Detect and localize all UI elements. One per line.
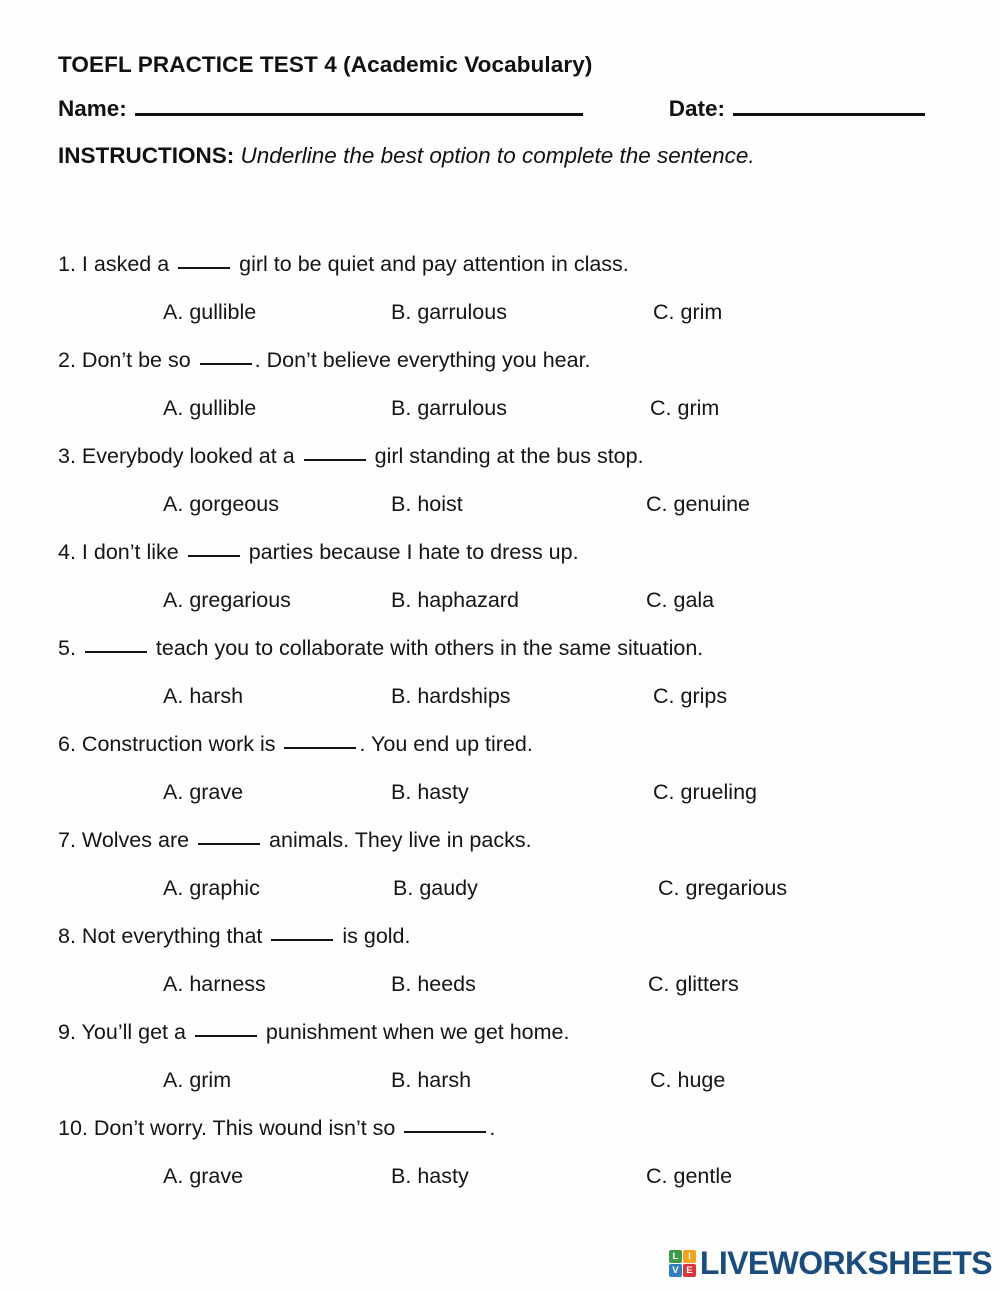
- question-options: [58, 394, 958, 424]
- option-label: A.: [163, 492, 184, 516]
- option-b[interactable]: [391, 1066, 471, 1094]
- option-b[interactable]: [393, 874, 478, 902]
- question-block: [58, 634, 958, 730]
- answer-blank[interactable]: [188, 555, 240, 557]
- option-label: A.: [163, 300, 184, 324]
- option-label: A.: [163, 1164, 184, 1188]
- question-options: [58, 490, 958, 520]
- question-number: 10.: [58, 1116, 88, 1140]
- option-label: A.: [163, 396, 184, 420]
- option-a[interactable]: [163, 1162, 243, 1190]
- question-options: [58, 874, 958, 904]
- option-label: B.: [391, 300, 412, 324]
- option-label: C.: [658, 876, 680, 900]
- option-text: grim: [677, 396, 720, 420]
- option-a[interactable]: [163, 394, 256, 422]
- option-label: B.: [391, 972, 412, 996]
- question-number: 4.: [58, 540, 76, 564]
- option-label: C.: [653, 780, 675, 804]
- option-label: C.: [646, 492, 668, 516]
- option-label: A.: [163, 876, 184, 900]
- question-block: [58, 826, 958, 922]
- option-text: heeds: [417, 972, 476, 996]
- option-a[interactable]: [163, 778, 243, 806]
- option-a[interactable]: [163, 874, 260, 902]
- option-c[interactable]: [650, 1066, 725, 1094]
- question-block: [58, 538, 958, 634]
- question-text-after-blank: animals. They live in packs.: [269, 828, 532, 852]
- question-text-before-blank: Wolves are: [81, 828, 190, 852]
- liveworksheets-logo-mark-icon: [669, 1250, 696, 1277]
- option-label: C.: [646, 1164, 668, 1188]
- option-label: B.: [391, 684, 412, 708]
- question-text-before-blank: Construction work is: [81, 732, 276, 756]
- question-options: [58, 682, 958, 712]
- option-label: A.: [163, 1068, 184, 1092]
- option-text: gullible: [189, 396, 257, 420]
- option-a[interactable]: [163, 298, 256, 326]
- question-number: 1.: [58, 252, 76, 276]
- question-text-after-blank: is gold.: [342, 924, 411, 948]
- instructions-row: [58, 141, 948, 171]
- question-prompt: [58, 442, 644, 470]
- option-text: grave: [189, 1164, 244, 1188]
- question-options: [58, 778, 958, 808]
- question-prompt: [58, 538, 579, 566]
- option-label: A.: [163, 780, 184, 804]
- answer-blank[interactable]: [284, 747, 356, 749]
- date-input-line[interactable]: [733, 98, 925, 116]
- option-text: genuine: [673, 492, 751, 516]
- page-title: TOEFL PRACTICE TEST 4 (Academic Vocabulary): [58, 52, 593, 77]
- question-prompt: [58, 250, 629, 278]
- liveworksheets-wordmark: LIVEWORKSHEETS: [699, 1245, 992, 1281]
- question-text-before-blank: I asked a: [81, 252, 170, 276]
- option-b[interactable]: [391, 682, 511, 710]
- option-b[interactable]: [391, 298, 507, 326]
- question-prompt: [58, 346, 591, 374]
- question-number: 6.: [58, 732, 76, 756]
- name-label: Name:: [58, 96, 127, 121]
- option-c[interactable]: [648, 970, 739, 998]
- question-number: 8.: [58, 924, 76, 948]
- option-label: C.: [646, 588, 668, 612]
- option-label: C.: [650, 396, 672, 420]
- question-prompt: [58, 1114, 495, 1142]
- option-label: B.: [391, 780, 412, 804]
- question-prompt: [58, 730, 533, 758]
- logo-tile-l: L: [669, 1250, 682, 1263]
- question-text-after-blank: parties because I hate to dress up.: [248, 540, 579, 564]
- question-options: [58, 586, 958, 616]
- option-text: graphic: [189, 876, 260, 900]
- name-input-line[interactable]: [135, 98, 583, 116]
- question-text-before-blank: Not everything that: [81, 924, 263, 948]
- option-label: C.: [653, 300, 675, 324]
- name-date-row: [58, 94, 948, 124]
- questions-list: [58, 250, 958, 1210]
- question-block: [58, 1018, 958, 1114]
- option-b[interactable]: [391, 586, 519, 614]
- option-text: grim: [680, 300, 723, 324]
- option-b[interactable]: [391, 970, 476, 998]
- option-c[interactable]: [653, 778, 757, 806]
- option-text: grueling: [680, 780, 757, 804]
- option-label: A.: [163, 684, 184, 708]
- answer-blank[interactable]: [304, 459, 366, 461]
- option-text: hasty: [417, 780, 469, 804]
- option-c[interactable]: [646, 490, 750, 518]
- question-number: 3.: [58, 444, 76, 468]
- answer-blank[interactable]: [178, 267, 230, 269]
- option-label: B.: [391, 396, 412, 420]
- option-b[interactable]: [391, 1162, 469, 1190]
- question-text-after-blank: . Don’t believe everything you hear.: [254, 348, 591, 372]
- question-text-after-blank: punishment when we get home.: [265, 1020, 570, 1044]
- option-text: hasty: [417, 1164, 469, 1188]
- option-text: hoist: [417, 492, 463, 516]
- option-label: B.: [391, 492, 412, 516]
- question-block: [58, 250, 958, 346]
- question-options: [58, 298, 958, 328]
- option-text: gaudy: [419, 876, 478, 900]
- option-label: B.: [393, 876, 414, 900]
- option-text: harsh: [417, 1068, 472, 1092]
- option-c[interactable]: [653, 682, 727, 710]
- question-text-after-blank: girl standing at the bus stop.: [374, 444, 644, 468]
- option-a[interactable]: [163, 682, 243, 710]
- question-text-after-blank: .: [489, 1116, 496, 1140]
- option-c[interactable]: [646, 586, 714, 614]
- question-text-after-blank: . You end up tired.: [359, 732, 533, 756]
- option-text: grave: [189, 780, 244, 804]
- answer-blank[interactable]: [404, 1131, 486, 1133]
- option-a[interactable]: [163, 490, 279, 518]
- option-label: C.: [650, 1068, 672, 1092]
- option-text: gala: [673, 588, 715, 612]
- question-block: [58, 730, 958, 826]
- option-label: A.: [163, 588, 184, 612]
- option-c[interactable]: [646, 1162, 732, 1190]
- instructions-text: Underline the best option to complete the sentence.: [240, 143, 755, 168]
- question-text-before-blank: You’ll get a: [81, 1020, 186, 1044]
- logo-tile-i: I: [683, 1250, 696, 1263]
- option-b[interactable]: [391, 490, 463, 518]
- option-text: garrulous: [417, 300, 507, 324]
- option-text: hardships: [417, 684, 511, 708]
- question-number: 5.: [58, 636, 76, 660]
- instructions-separator: :: [226, 143, 235, 168]
- question-number: 9.: [58, 1020, 76, 1044]
- option-text: gregarious: [189, 588, 291, 612]
- question-prompt: [58, 922, 410, 950]
- question-text-before-blank: Don’t worry. This wound isn’t so: [93, 1116, 396, 1140]
- question-prompt: [58, 634, 703, 662]
- option-text: harness: [189, 972, 266, 996]
- option-label: B.: [391, 588, 412, 612]
- option-text: gorgeous: [189, 492, 279, 516]
- question-block: [58, 346, 958, 442]
- question-text-after-blank: girl to be quiet and pay attention in class.: [239, 252, 629, 276]
- question-text-after-blank: teach you to collaborate with others in the same situation.: [155, 636, 704, 660]
- option-b[interactable]: [391, 778, 469, 806]
- date-label: Date:: [668, 96, 726, 121]
- answer-blank[interactable]: [195, 1035, 257, 1037]
- option-text: glitters: [675, 972, 739, 996]
- option-text: huge: [677, 1068, 726, 1092]
- option-text: gregarious: [685, 876, 788, 900]
- option-b[interactable]: [391, 394, 507, 422]
- option-text: grips: [680, 684, 728, 708]
- option-c[interactable]: [650, 394, 719, 422]
- answer-blank[interactable]: [200, 363, 252, 365]
- option-c[interactable]: [653, 298, 722, 326]
- option-text: haphazard: [417, 588, 519, 612]
- question-options: [58, 1066, 958, 1096]
- option-a[interactable]: [163, 1066, 231, 1094]
- question-block: [58, 922, 958, 1018]
- question-text-before-blank: Everybody looked at a: [81, 444, 295, 468]
- answer-blank[interactable]: [85, 651, 147, 653]
- option-label: C.: [653, 684, 675, 708]
- liveworksheets-logo: [669, 1243, 992, 1283]
- question-prompt: [58, 826, 532, 854]
- option-text: garrulous: [417, 396, 507, 420]
- logo-tile-v: V: [669, 1264, 682, 1277]
- question-text-before-blank: I don’t like: [81, 540, 179, 564]
- option-label: B.: [391, 1164, 412, 1188]
- worksheet-header: [58, 50, 948, 171]
- question-options: [58, 1162, 958, 1192]
- question-options: [58, 970, 958, 1000]
- question-number: 2.: [58, 348, 76, 372]
- question-block: [58, 442, 958, 538]
- option-a[interactable]: [163, 586, 291, 614]
- answer-blank[interactable]: [271, 939, 333, 941]
- answer-blank[interactable]: [198, 843, 260, 845]
- option-text: grim: [189, 1068, 232, 1092]
- option-text: gullible: [189, 300, 257, 324]
- instructions-label: INSTRUCTIONS: [58, 143, 227, 168]
- option-text: harsh: [189, 684, 244, 708]
- option-label: B.: [391, 1068, 412, 1092]
- option-label: A.: [163, 972, 184, 996]
- option-text: gentle: [673, 1164, 733, 1188]
- question-block: [58, 1114, 958, 1210]
- logo-tile-e: E: [683, 1264, 696, 1277]
- option-label: C.: [648, 972, 670, 996]
- question-text-before-blank: Don’t be so: [81, 348, 191, 372]
- option-c[interactable]: [658, 874, 787, 902]
- option-a[interactable]: [163, 970, 266, 998]
- question-prompt: [58, 1018, 569, 1046]
- question-number: 7.: [58, 828, 76, 852]
